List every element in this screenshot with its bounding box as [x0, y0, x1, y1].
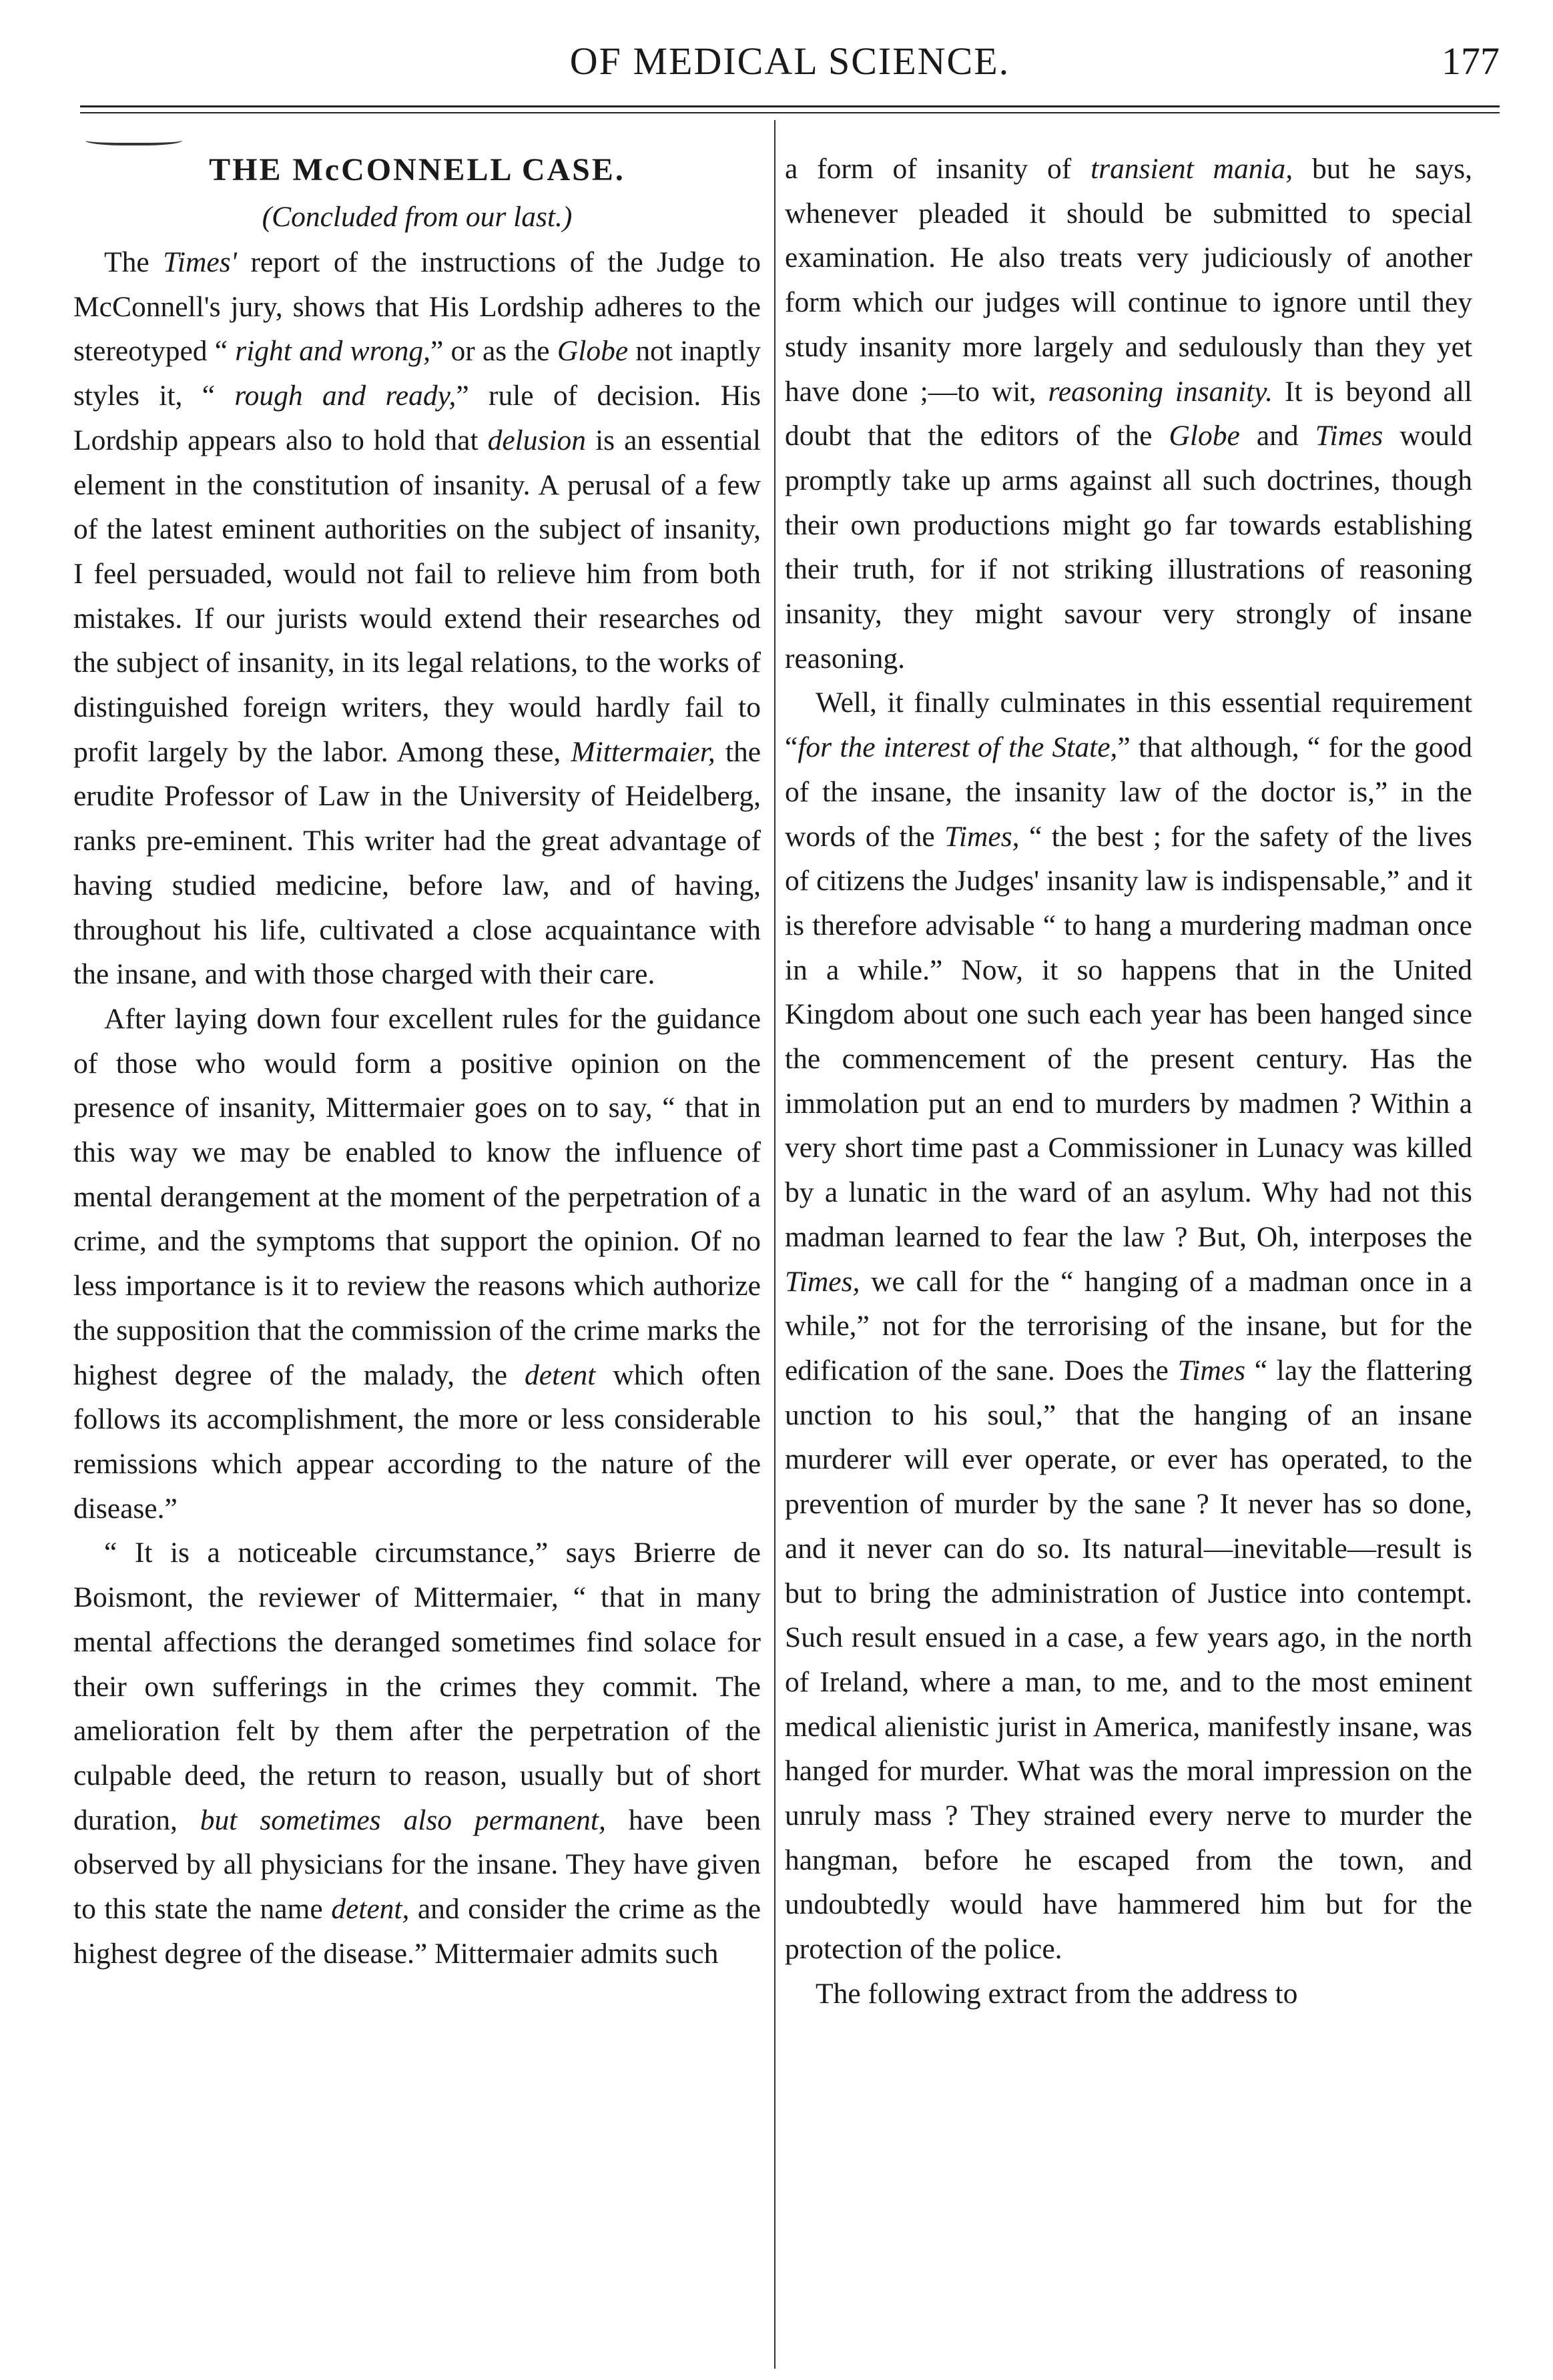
paragraph	[785, 1972, 1472, 2016]
text-run: The following extract from the address to	[816, 1977, 1298, 2010]
paragraph	[73, 240, 761, 997]
paragraph	[73, 1531, 761, 1976]
page-number: 177	[1442, 39, 1500, 83]
right-column	[785, 147, 1472, 2016]
text-run: is an essential element in the constitution of insanity. A perusal of a few of the latest eminent authorities on the subject of insanity, I feel persuaded, would not fail to relieve him from both mistakes. If our jurists would extend their researches od the subject of insanity, in its legal relations, to the works of distinguished foreign writers, they would hardly fail to profit largely by the labor. Among these,	[73, 424, 761, 768]
text-run: and	[1239, 420, 1315, 452]
text-run: After laying down four excellent rules for the guidance of those who would form a positive opinion on the presence of insanity, Mittermaier goes on to say, “ that in this way we may be enabled to know the influence of mental derangement at the moment of the perpetration of a crime, and the symptoms that support the opinion. Of no less importance is it to review the reasons which authorize the supposition that the commission of the crime marks the highest degree of the malady, the	[73, 1002, 761, 1391]
text-run: It is beyond all doubt that the editors of the	[785, 375, 1473, 452]
running-title: OF MEDICAL SCIENCE.	[569, 39, 1010, 83]
italic-run: Times	[1315, 420, 1383, 452]
left-column	[73, 147, 761, 1976]
italic-run: right and wrong,	[235, 335, 431, 368]
text-run: would promptly take up arms against all such doctrines, though their own productions might go far towards establishing their truth, for if not striking illustrations of reasoning insanity, they might savour very strongly of insane reasoning.	[785, 420, 1473, 675]
italic-run: Globe	[557, 335, 629, 368]
italic-run: for the interest of the State,	[798, 731, 1118, 764]
header-rule-bottom	[80, 112, 1500, 113]
running-head	[80, 39, 1500, 99]
article-subtitle: (Concluded from our last.)	[262, 201, 573, 233]
italic-run: Mittermaier,	[571, 735, 715, 768]
text-run: but he says, whenever pleaded it should be submitted to special examination. He also treats very judiciously of another form which our judges will continue to ignore until they study insanity more largely and sedulously than they yet have done ;—to wit,	[785, 153, 1472, 408]
text-run: ” rule of decision. His Lordship appears also to hold that	[73, 380, 761, 456]
paragraph	[785, 681, 1472, 1971]
text-run: the erudite Professor of Law in the University of Heidelberg, ranks pre-eminent. This writer had the great advantage of having studied medicine, before law, and of having, throughout his life, cultivated a close acquaintance with the insane, and with those charged with their care.	[73, 735, 761, 991]
italic-run: but sometimes also permanent,	[200, 1804, 606, 1836]
italic-run: rough and ready,	[234, 380, 456, 412]
italic-run: Globe	[1169, 420, 1240, 452]
paragraph	[73, 997, 761, 1531]
text-run: “ the best ; for the safety of the lives of citizens the Judges' insanity law is indispensable,” and it is therefore advisable “ to hang a murdering madman once in a while.” Now, it so happens that in the United Kingdom about one such each year has been hanged since the commencement of the present century. Has the immolation put an end to murders by madmen ? Within a very short time past a Commissioner in Lunacy was killed by a lunatic in the ward of an asylum. Why had not this madman learned to fear the law ? But, Oh, interposes the	[785, 820, 1472, 1253]
text-run: not inaptly styles it, “	[73, 335, 761, 412]
text-run: ” that although, “ for the good of the insane, the insanity law of the doctor is,” in the words of the	[785, 731, 1472, 853]
text-run: “ It is a noticeable circumstance,” says Brierre de Boismont, the reviewer of Mittermaier, “ that in many mental affections the deranged sometimes find solace for their own sufferings in the crimes they commit. The amelioration felt by them after the perpetration of the culpable deed, the return to reason, usually but of short duration,	[73, 1537, 761, 1836]
text-run: have been observed by all physicians for the insane. They have given to this state the name	[73, 1804, 761, 1926]
text-run: “ lay the flattering unction to his soul,” that the hanging of an insane murderer will ever operate, or ever has operated, to the prevention of murder by the sane ? It never has so done, and it never can do so. Its natural—inevitable—result is but to bring the administration of Justice into contempt. Such result ensued in a case, a few years ago, in the north of Ireland, where a man, to me, and to the most eminent medical alienistic jurist in America, manifestly insane, was hanged for murder. What was the moral impression on the unruly mass ? They strained every nerve to murder the hangman, before he escaped from the town, and undoubtedly would have hammered him but for the protection of the police.	[785, 1354, 1472, 1966]
text-run: which often follows its accomplishment, the more or less considerable remissions which appear according to the nature of the disease.”	[73, 1358, 761, 1525]
header-rule-top	[80, 105, 1500, 107]
italic-run: Times,	[785, 1265, 860, 1298]
italic-run: detent,	[331, 1893, 410, 1926]
text-run: ” or as the	[430, 335, 557, 368]
italic-run: delusion	[487, 424, 587, 456]
text-run: we call for the “ hanging of a madman once in a while,” not for the terrorising of the insane, but for the edification of the sane. Does the	[785, 1265, 1472, 1386]
italic-run: transient mania,	[1091, 153, 1293, 185]
text-run: The	[104, 246, 164, 278]
italic-run: Times,	[944, 820, 1020, 853]
column-divider	[774, 120, 775, 2369]
italic-run: Times	[1177, 1354, 1246, 1386]
italic-run: detent	[525, 1358, 596, 1391]
article-title: THE McCONNELL CASE.	[209, 152, 625, 187]
italic-run: reasoning insanity.	[1048, 375, 1273, 408]
text-run: and consider the crime as the highest degree of the disease.” Mittermaier admits such	[73, 1893, 761, 1970]
paragraph	[785, 147, 1472, 681]
text-run: report of the instructions of the Judge to McConnell's jury, shows that His Lordship adheres to the stereotyped “	[73, 246, 761, 368]
ink-smudge	[85, 133, 182, 145]
text-run: Well, it finally culminates in this essential requirement “	[785, 687, 1472, 764]
text-run: a form of insanity of	[785, 153, 1091, 185]
italic-run: Times'	[163, 246, 237, 278]
